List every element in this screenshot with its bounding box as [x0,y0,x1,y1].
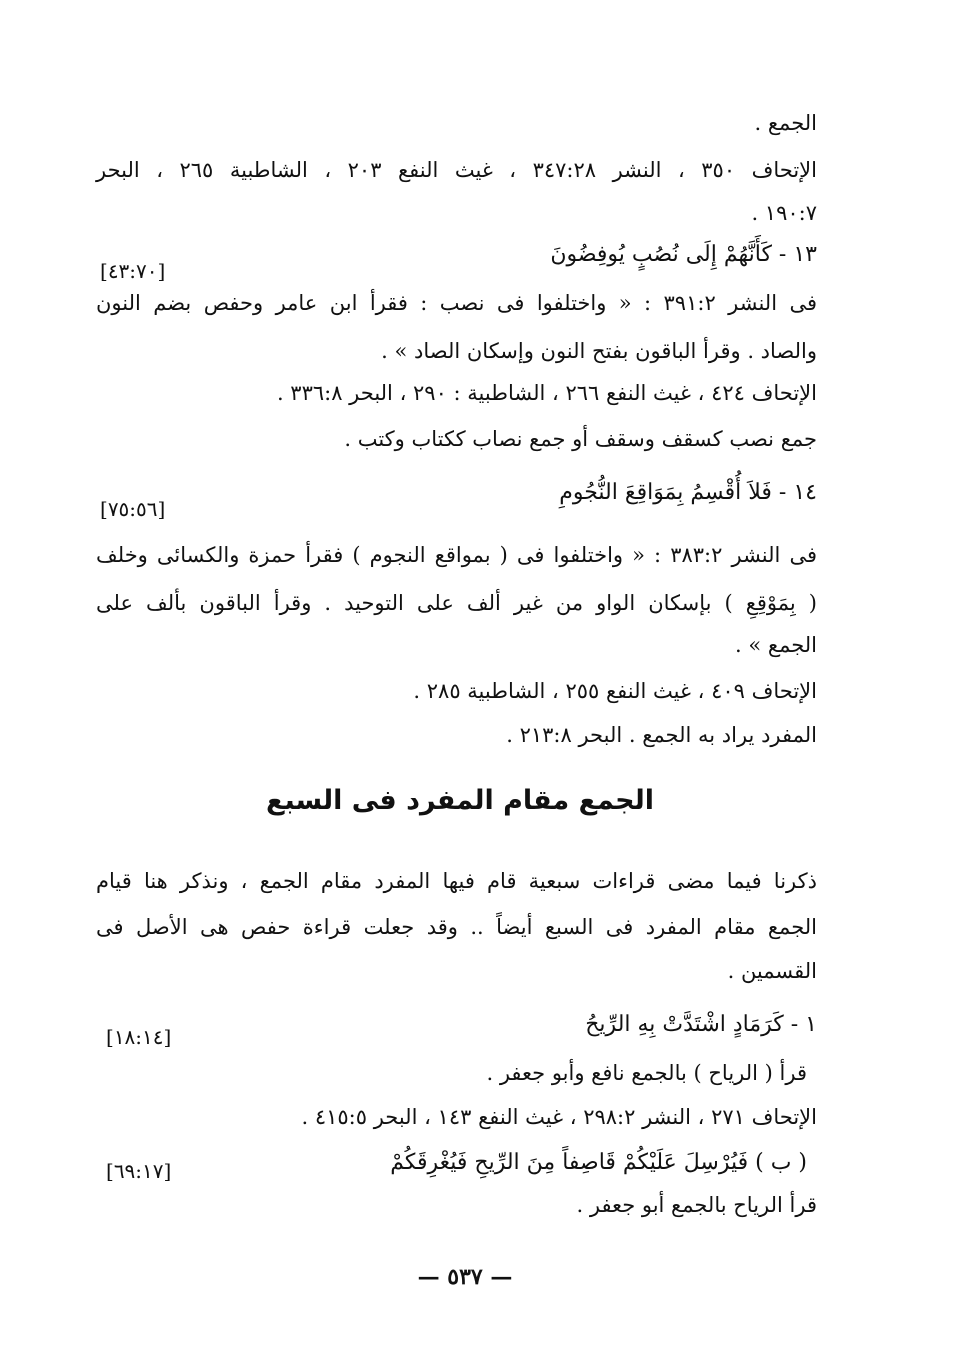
verse-line: ١ - كَرَمَادٍ اشْتَدَّتْ بِهِ الرِّيحُ [585,1012,817,1037]
text-line: الإتحاف ٤٠٩ ، غيث النفع ٢٥٥ ، الشاطبية ٢٨٥ . [413,679,817,703]
verse-reference: [٦٩:١٧] [106,1159,172,1183]
text-line: الجمع . [754,111,817,135]
section-heading: الجمع مقام المفرد فى السبع [266,785,654,816]
text-line: والصاد . وقرأ الباقون بفتح النون وإسكان الصاد » . [381,339,817,363]
verse-line: ١٤ - فَلاَ أُقْسِمُ بِمَوَاقِعَ النُّجُومِ [559,480,817,505]
text-line: ذكرنا فيما مضى قراءات سبعية قام فيها المفرد مقام الجمع ، ونذكر هنا قيام [96,869,817,893]
text-line: جمع نصب كسقف وسقف أو جمع نصاب ككتاب وكتب . [344,427,817,451]
verse-line: ( ب ) فَيُرْسِلَ عَلَيْكُمْ قَاصِفاً مِنَ الرِّيحِ فَيُغْرِقَكُمْ [390,1150,807,1175]
text-line: الإتحاف ٣٥٠ ، النشر ٣٤٧:٢٨ ، غيث النفع ٢٠٣ ، الشاطبية ٢٦٥ ، البحر [96,158,817,182]
text-line: المفرد يراد به الجمع . البحر ٢١٣:٨ . [506,723,817,747]
text-line: الإتحاف ٢٧١ ، النشر ٢٩٨:٢ ، غيث النفع ١٤٣ ، البحر ٤١٥:٥ . [301,1105,817,1129]
text-line: فى النشر ٣٩١:٢ : « واختلفوا فى نصب : فقرأ ابن عامر وحفص بضم النون [96,291,817,315]
verse-reference: [٧٥:٥٦] [100,497,166,521]
page-number: — ٥٣٧ — [417,1264,513,1290]
text-line: الجمع مقام المفرد فى السبع أيضاً .. وقد جعلت قراءة حفص هى الأصل فى [96,915,817,939]
text-line: فى النشر ٣٨٣:٢ : « واختلفوا فى ( بمواقع النجوم ) فقرأ حمزة والكسائى وخلف [96,543,817,567]
text-line: قرأ ( الرياح ) بالجمع نافع وأبو جعفر . [486,1061,807,1085]
verse-reference: [١٨:١٤] [106,1025,172,1049]
text-line: الجمع » . [735,633,817,657]
text-line: قرأ الرياح بالجمع أبو جعفر . [576,1193,817,1217]
text-line: الإتحاف ٤٢٤ ، غيث النفع ٢٦٦ ، الشاطبية : ٢٩٠ ، البحر ٣٣٦:٨ . [276,381,817,405]
text-line: ( بِمَوْقِعِ ) بإسكان الواو من غير ألف على التوحيد . وقرأ الباقون بألف على [96,591,817,615]
verse-line: ١٣ - كَأَنَّهُمْ إِلَى نُصُبٍ يُوفِضُونَ [550,242,817,267]
text-line: القسمين . [727,959,817,983]
text-line: ١٩٠:٧ . [751,201,817,225]
verse-reference: [٤٣:٧٠] [100,259,166,283]
